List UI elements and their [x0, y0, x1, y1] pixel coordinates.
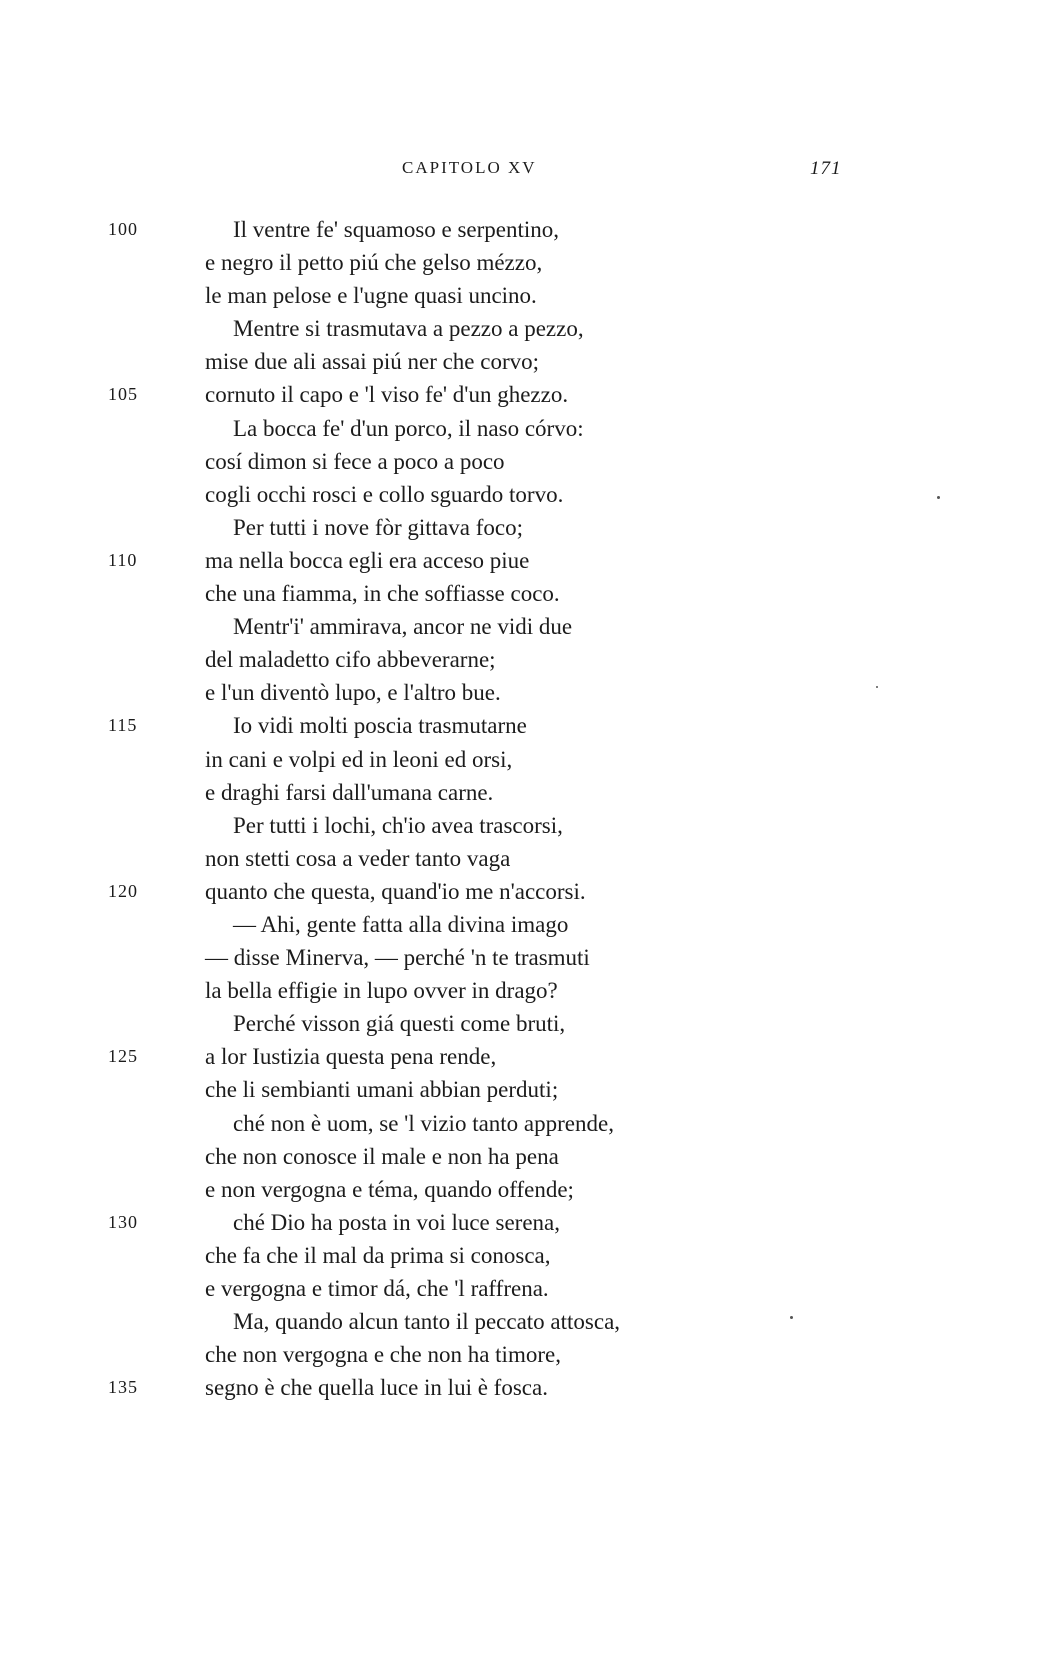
verse-line: [0, 809, 1048, 842]
verse-line: [0, 412, 1048, 445]
verse-line: [0, 544, 1048, 577]
verse-text: cosí dimon si fece a poco a poco: [205, 448, 505, 474]
verse-line: [0, 875, 1048, 908]
verse-line: [0, 378, 1048, 411]
verse-text: la bella effigie in lupo ovver in drago?: [205, 978, 558, 1004]
verse-line: [0, 1371, 1048, 1404]
print-speck: [790, 1316, 793, 1319]
verse-line: [0, 312, 1048, 345]
verse-text: — Ahi, gente fatta alla divina imago: [233, 911, 569, 937]
line-number: 110: [108, 549, 138, 570]
line-number: 115: [108, 715, 138, 736]
verse-text: cogli occhi rosci e collo sguardo torvo.: [205, 481, 564, 507]
verse-text: che non vergogna e che non ha timore,: [205, 1342, 561, 1368]
verse-line: [0, 1239, 1048, 1272]
verse-line: [0, 643, 1048, 676]
verse-text: Io vidi molti poscia trasmutarne: [233, 713, 527, 739]
verse-line: [0, 279, 1048, 312]
verse-line: [0, 1338, 1048, 1371]
verse-line: [0, 246, 1048, 279]
line-number: 100: [108, 219, 138, 239]
verse-text: in cani e volpi ed in leoni ed orsi,: [205, 746, 513, 772]
verse-text: cornuto il capo e 'l viso fe' d'un ghezzo.: [205, 382, 569, 408]
verse-line: [0, 842, 1048, 875]
line-number: 135: [108, 1377, 138, 1398]
chapter-title: CAPITOLO XV: [402, 158, 537, 177]
verse-line: [0, 345, 1048, 378]
verse-line: [0, 908, 1048, 941]
verse-line: [0, 1206, 1048, 1239]
print-speck: [876, 686, 878, 688]
verse-text: che una fiamma, in che soffiasse coco.: [205, 581, 560, 607]
verse-line: [0, 478, 1048, 511]
verse-line: [0, 1173, 1048, 1206]
verse-text: ché non è uom, se 'l vizio tanto apprende,: [233, 1110, 614, 1136]
verse-line: [0, 676, 1048, 709]
verse-line: [0, 213, 1048, 246]
verse-text: Mentr'i' ammirava, ancor ne vidi due: [233, 614, 573, 640]
verse-text: Ma, quando alcun tanto il peccato attosca,: [233, 1309, 621, 1335]
verse-text: e negro il petto piú che gelso mézzo,: [205, 250, 543, 276]
verse-text: ma nella bocca egli era acceso piue: [205, 547, 530, 573]
print-speck: [937, 496, 940, 499]
verse-text: — disse Minerva, — perché 'n te trasmuti: [205, 945, 590, 971]
verse-text: mise due ali assai piú ner che corvo;: [205, 349, 540, 375]
running-head: [0, 158, 1048, 182]
verse-text: Perché visson giá questi come bruti,: [233, 1011, 566, 1037]
verse-text: le man pelose e l'ugne quasi uncino.: [205, 283, 537, 309]
verse-line: [0, 776, 1048, 809]
verse-text: quanto che questa, quand'io me n'accorsi.: [205, 878, 586, 904]
verse-text: e draghi farsi dall'umana carne.: [205, 779, 494, 805]
verse-text: e non vergogna e téma, quando offende;: [205, 1176, 574, 1202]
line-number: 120: [108, 880, 138, 901]
line-number: 130: [108, 1211, 138, 1232]
verse-line: [0, 610, 1048, 643]
verse-line: [0, 1073, 1048, 1106]
verse-text: e l'un diventò lupo, e l'altro bue.: [205, 680, 501, 706]
verse-line: [0, 1305, 1048, 1338]
verse-block: [0, 213, 1048, 1404]
verse-text: Il ventre fe' squamoso e serpentino,: [233, 217, 560, 242]
verse-line: [0, 1140, 1048, 1173]
verse-text: che fa che il mal da prima si conosca,: [205, 1242, 551, 1268]
verse-text: Mentre si trasmutava a pezzo a pezzo,: [233, 316, 584, 342]
verse-line: [0, 1040, 1048, 1073]
verse-text: segno è che quella luce in lui è fosca.: [205, 1375, 548, 1401]
verse-line: [0, 445, 1048, 478]
verse-text: che li sembianti umani abbian perduti;: [205, 1077, 559, 1103]
page-number: 171: [810, 158, 842, 179]
verse-line: [0, 941, 1048, 974]
line-number: 105: [108, 384, 138, 405]
verse-text: Per tutti i lochi, ch'io avea trascorsi,: [233, 812, 563, 838]
verse-text: ché Dio ha posta in voi luce serena,: [233, 1209, 560, 1235]
verse-line: [0, 1272, 1048, 1305]
verse-text: e vergogna e timor dá, che 'l raffrena.: [205, 1276, 549, 1301]
verse-text: non stetti cosa a veder tanto vaga: [205, 845, 511, 871]
verse-text: Per tutti i nove fòr gittava foco;: [233, 514, 523, 540]
verse-text: che non conosce il male e non ha pena: [205, 1143, 559, 1169]
line-number: 125: [108, 1046, 138, 1067]
verse-line: [0, 974, 1048, 1007]
verse-text: del maladetto cifo abbeverarne;: [205, 647, 496, 673]
verse-line: [0, 511, 1048, 544]
verse-text: a lor Iustizia questa pena rende,: [205, 1044, 497, 1070]
verse-line: [0, 577, 1048, 610]
verse-line: [0, 1007, 1048, 1040]
verse-line: [0, 743, 1048, 776]
verse-text: La bocca fe' d'un porco, il naso córvo:: [233, 415, 584, 441]
verse-line: [0, 709, 1048, 742]
verse-line: [0, 1107, 1048, 1140]
